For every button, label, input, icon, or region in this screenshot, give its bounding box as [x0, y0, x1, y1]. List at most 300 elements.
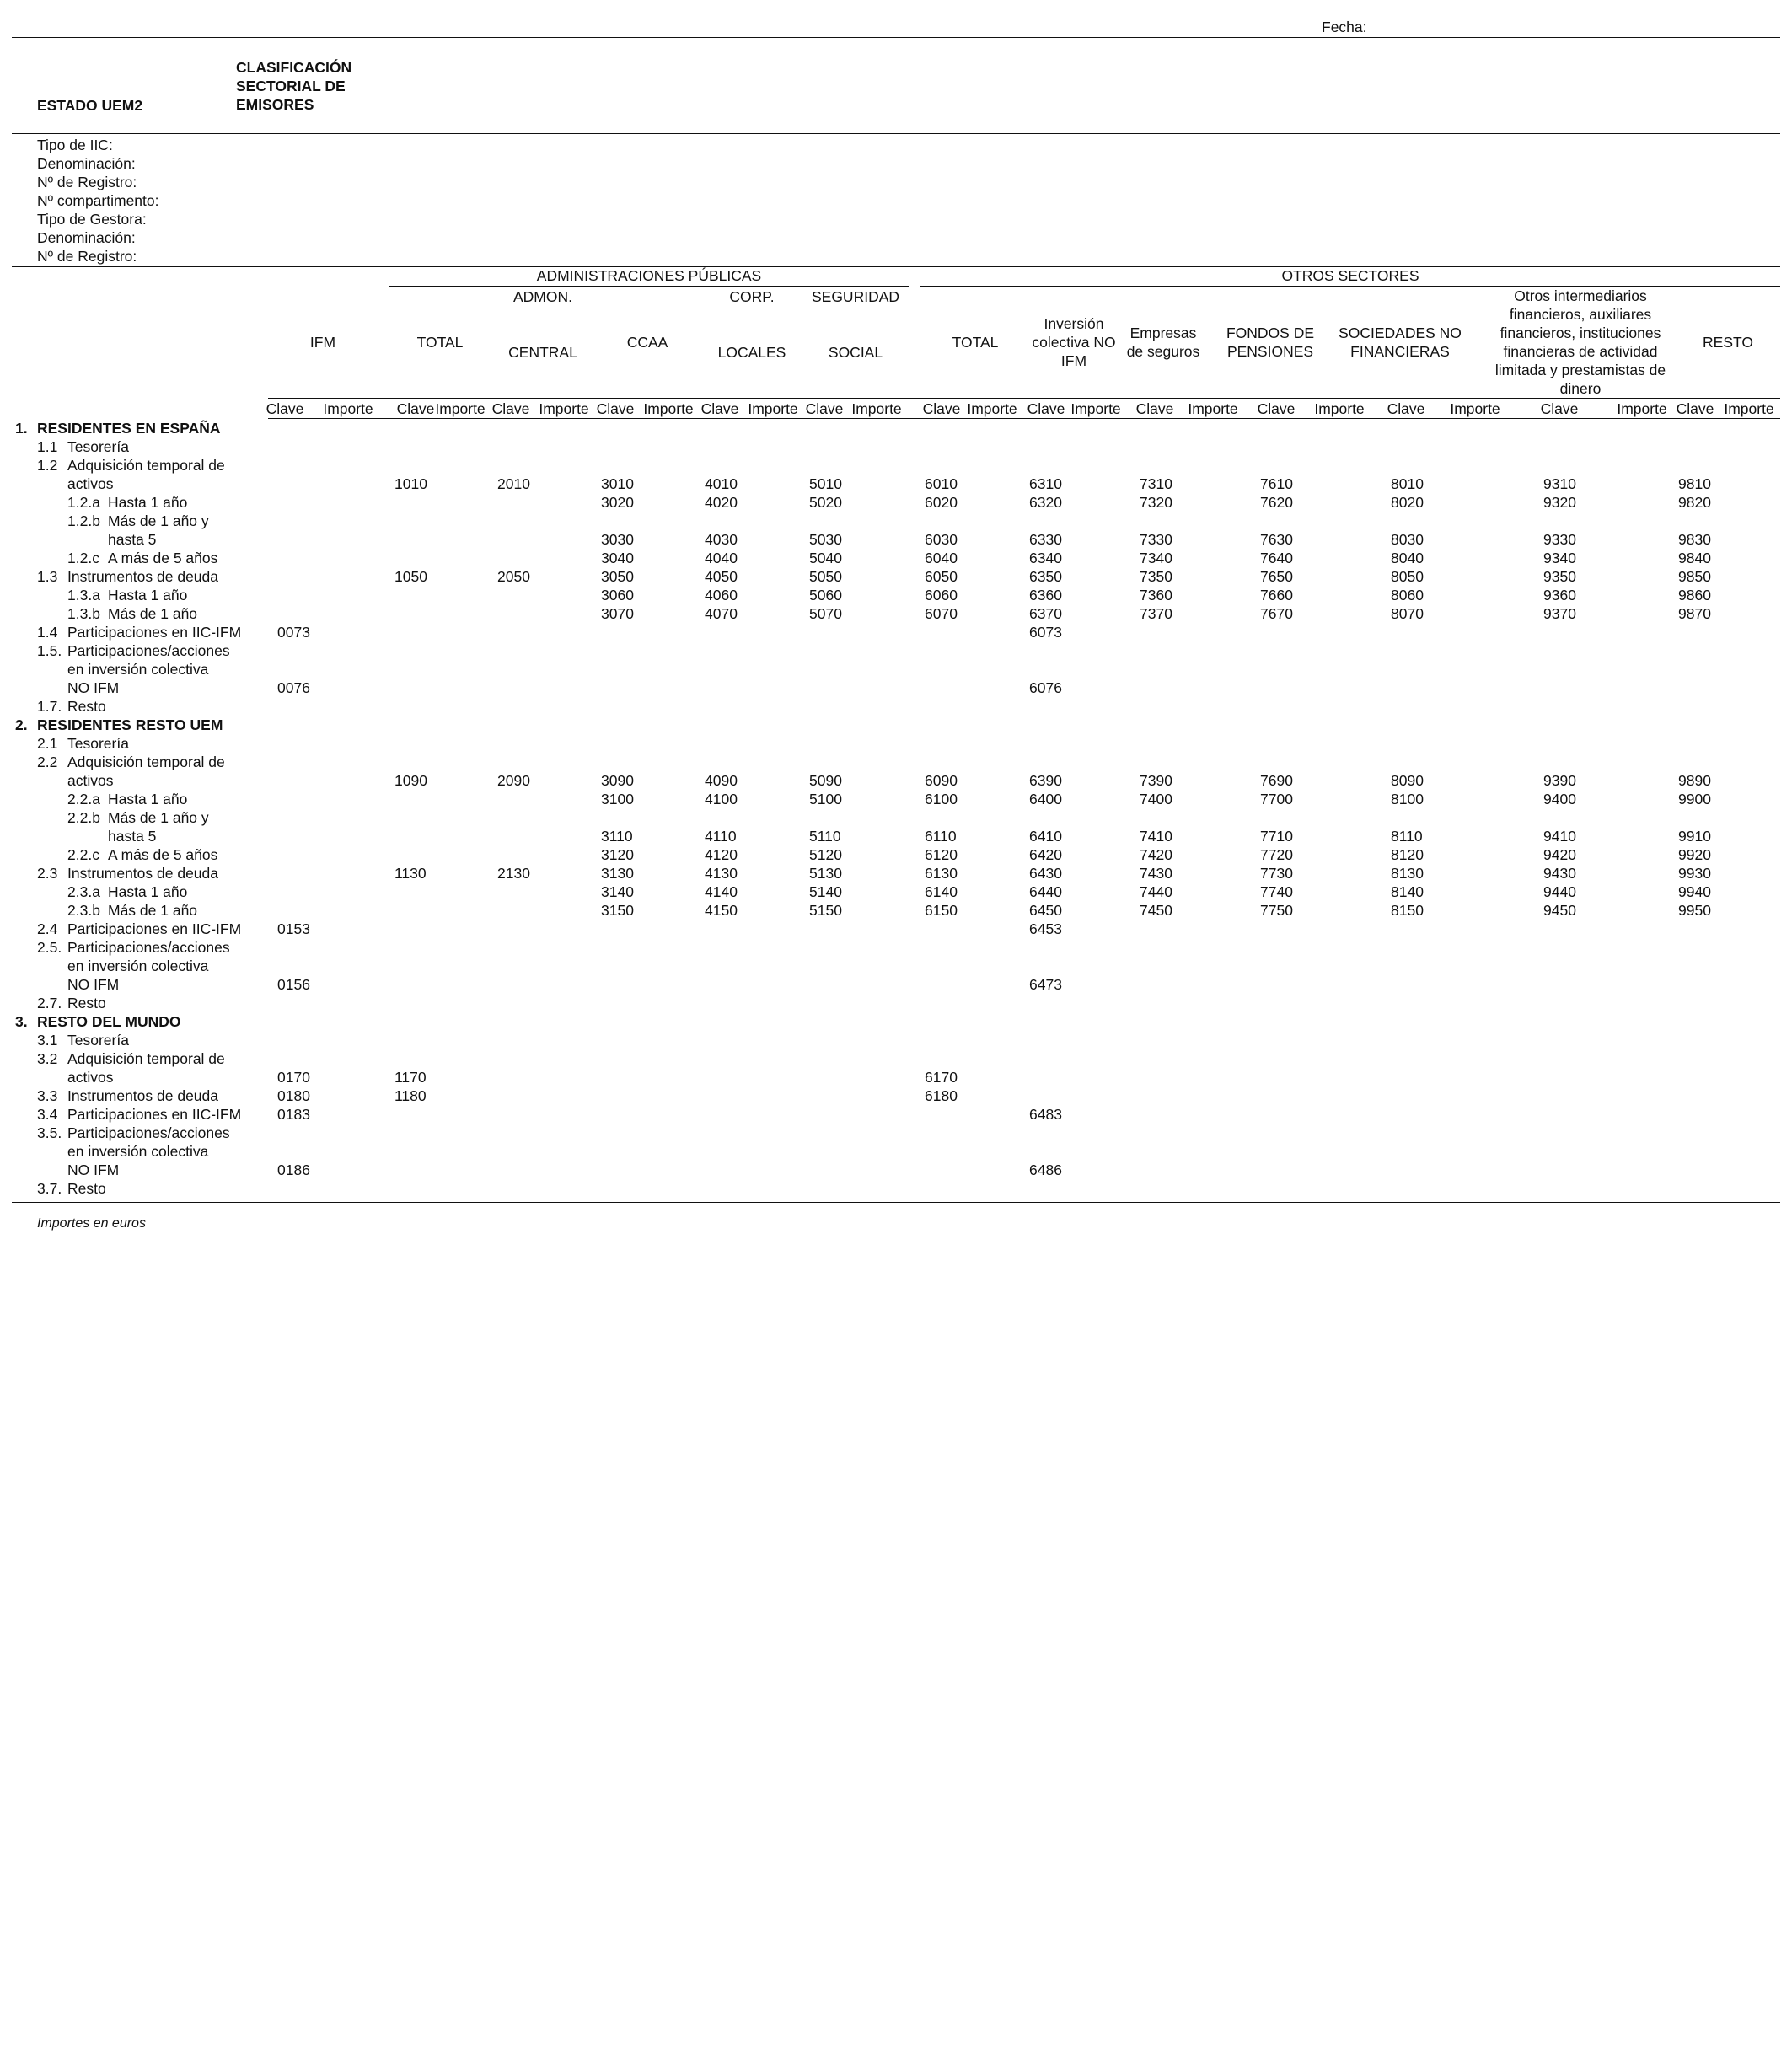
importe-subheader: Importe: [1070, 400, 1121, 417]
row-number: 2.1: [37, 735, 58, 752]
title-rule: [12, 133, 1780, 134]
clave-code: 6450: [1029, 902, 1062, 919]
clave-subheader: Clave: [1540, 400, 1579, 417]
row-label: Participaciones/acciones: [67, 1124, 230, 1141]
clave-code: 6310: [1029, 475, 1062, 492]
clave-code: 9850: [1678, 568, 1711, 585]
subheader-rule-bottom: [268, 418, 1780, 419]
clave-code: 8130: [1391, 865, 1424, 882]
clave-code: 6090: [925, 772, 958, 789]
subtitle-line-2: SECTORIAL DE: [236, 78, 346, 94]
clave-code: 7740: [1260, 883, 1293, 900]
row-number: 2.2.c: [67, 846, 99, 863]
clave-code: 7310: [1140, 475, 1172, 492]
clave-code: 9890: [1678, 772, 1711, 789]
clave-code: 0156: [277, 976, 310, 993]
clave-code: 5100: [809, 791, 842, 807]
clave-code: 7400: [1140, 791, 1172, 807]
clave-code: 6400: [1029, 791, 1062, 807]
clave-subheader: Clave: [491, 400, 530, 417]
clave-code: 4030: [705, 531, 738, 548]
clave-code: 5130: [809, 865, 842, 882]
subheader-rule-top: [268, 398, 1780, 399]
clave-code: 4100: [705, 791, 738, 807]
clave-code: 7700: [1260, 791, 1293, 807]
row-label: Resto: [67, 698, 106, 715]
clave-code: 9820: [1678, 494, 1711, 511]
row-number: 2.3: [37, 865, 58, 882]
clave-code: 6180: [925, 1087, 958, 1104]
row-label: hasta 5: [108, 828, 157, 845]
clave-code: 6340: [1029, 550, 1062, 566]
clave-code: 2130: [497, 865, 530, 882]
clave-code: 9830: [1678, 531, 1711, 548]
subtitle-line-1: CLASIFICACIÓN: [236, 59, 352, 76]
clave-code: 6120: [925, 846, 958, 863]
col-inversion-colectiva: Inversión colectiva NO IFM: [1032, 315, 1116, 369]
bottom-rule: [12, 1202, 1780, 1203]
row-label: Resto: [67, 995, 106, 1011]
col-resto: RESTO: [1703, 334, 1753, 351]
clave-code: 7320: [1140, 494, 1172, 511]
clave-code: 7610: [1260, 475, 1293, 492]
clave-code: 9900: [1678, 791, 1711, 807]
row-number: 3.5.: [37, 1124, 62, 1141]
info-field: Denominación:: [37, 155, 136, 172]
importe-subheader: Importe: [1617, 400, 1667, 417]
clave-code: 9860: [1678, 587, 1711, 604]
clave-code: 1010: [394, 475, 427, 492]
col-corp-2: LOCALES: [717, 344, 786, 361]
row-label: activos: [67, 475, 114, 492]
clave-code: 3040: [601, 550, 634, 566]
row-number: 2.3.a: [67, 883, 100, 900]
row-number: 2.5.: [37, 939, 62, 956]
clave-code: 2010: [497, 475, 530, 492]
row-label: RESIDENTES RESTO UEM: [37, 716, 223, 733]
clave-code: 6370: [1029, 605, 1062, 622]
clave-code: 6010: [925, 475, 958, 492]
row-label: Adquisición temporal de: [67, 1050, 225, 1067]
row-label: Más de 1 año: [108, 902, 198, 919]
row-number: 1.5.: [37, 642, 62, 659]
row-label: hasta 5: [108, 531, 157, 548]
row-number: 3.7.: [37, 1180, 62, 1197]
row-number: 2.3.b: [67, 902, 100, 919]
clave-code: 3070: [601, 605, 634, 622]
row-number: 1.2.c: [67, 550, 99, 566]
clave-code: 6483: [1029, 1106, 1062, 1123]
row-number: 3.1: [37, 1032, 58, 1049]
row-label: Más de 1 año y: [108, 809, 209, 826]
clave-code: 6473: [1029, 976, 1062, 993]
info-field: Nº de Registro:: [37, 248, 137, 265]
clave-code: 9340: [1543, 550, 1576, 566]
row-label: Participaciones en IIC-IFM: [67, 1106, 242, 1123]
clave-code: 6100: [925, 791, 958, 807]
info-field: Denominación:: [37, 229, 136, 246]
importe-subheader: Importe: [1450, 400, 1500, 417]
clave-code: 9940: [1678, 883, 1711, 900]
clave-subheader: Clave: [700, 400, 739, 417]
row-number: 2.2.a: [67, 791, 100, 807]
row-label: Más de 1 año: [108, 605, 198, 622]
clave-code: 7430: [1140, 865, 1172, 882]
clave-code: 8040: [1391, 550, 1424, 566]
importe-subheader: Importe: [539, 400, 589, 417]
clave-code: 6060: [925, 587, 958, 604]
clave-code: 9450: [1543, 902, 1576, 919]
clave-code: 7690: [1260, 772, 1293, 789]
clave-code: 7440: [1140, 883, 1172, 900]
clave-code: 9400: [1543, 791, 1576, 807]
clave-code: 4120: [705, 846, 738, 863]
clave-code: 7370: [1140, 605, 1172, 622]
clave-code: 6030: [925, 531, 958, 548]
clave-code: 5070: [809, 605, 842, 622]
row-number: 1.3.a: [67, 587, 100, 604]
col-total-os: TOTAL: [952, 334, 999, 351]
clave-code: 7340: [1140, 550, 1172, 566]
clave-code: 7650: [1260, 568, 1293, 585]
importe-subheader: Importe: [435, 400, 486, 417]
clave-code: 3050: [601, 568, 634, 585]
clave-code: 9420: [1543, 846, 1576, 863]
clave-code: 4090: [705, 772, 738, 789]
clave-code: 5090: [809, 772, 842, 789]
clave-code: 7670: [1260, 605, 1293, 622]
row-number: 1.3: [37, 568, 58, 585]
clave-code: 8030: [1391, 531, 1424, 548]
info-field: Tipo de IIC:: [37, 137, 113, 153]
row-label: NO IFM: [67, 679, 120, 696]
fecha-label: Fecha:: [1322, 19, 1367, 35]
clave-code: 6410: [1029, 828, 1062, 845]
group-header-administraciones: ADMINISTRACIONES PÚBLICAS: [536, 267, 762, 284]
col-total-ap: TOTAL: [416, 334, 464, 351]
clave-code: 8010: [1391, 475, 1424, 492]
clave-code: 4110: [705, 828, 737, 845]
clave-code: 7630: [1260, 531, 1293, 548]
clave-code: 4040: [705, 550, 738, 566]
clave-code: 1180: [394, 1087, 427, 1104]
row-label: NO IFM: [67, 1161, 120, 1178]
col-admon-2: CENTRAL: [508, 344, 577, 361]
row-number: 3.2: [37, 1050, 58, 1067]
clave-code: 4140: [705, 883, 738, 900]
clave-code: 3150: [601, 902, 634, 919]
clave-code: 6076: [1029, 679, 1062, 696]
col-fondos-pensiones: FONDOS DE PENSIONES: [1226, 325, 1315, 360]
row-label: Adquisición temporal de: [67, 754, 225, 770]
clave-code: 0076: [277, 679, 310, 696]
clave-code: 0073: [277, 624, 310, 641]
clave-code: 9920: [1678, 846, 1711, 863]
clave-code: 3090: [601, 772, 634, 789]
clave-code: 1090: [394, 772, 427, 789]
clave-code: 8150: [1391, 902, 1424, 919]
clave-code: 1130: [394, 865, 427, 882]
row-label: Participaciones/acciones: [67, 642, 230, 659]
clave-code: 9870: [1678, 605, 1711, 622]
row-number: 3.4: [37, 1106, 58, 1123]
clave-code: 1170: [394, 1069, 427, 1086]
row-number: 2.4: [37, 920, 58, 937]
clave-code: 5110: [809, 828, 841, 845]
col-sociedades-no-financieras: SOCIEDADES NO FINANCIERAS: [1339, 325, 1462, 360]
row-number: 1.7.: [37, 698, 62, 715]
clave-subheader: Clave: [266, 400, 304, 417]
clave-subheader: Clave: [1387, 400, 1425, 417]
clave-code: 6430: [1029, 865, 1062, 882]
clave-code: 7390: [1140, 772, 1172, 789]
clave-code: 9370: [1543, 605, 1576, 622]
clave-code: 3100: [601, 791, 634, 807]
clave-code: 0153: [277, 920, 310, 937]
clave-code: 5140: [809, 883, 842, 900]
importe-subheader: Importe: [643, 400, 694, 417]
clave-code: 4020: [705, 494, 738, 511]
clave-code: 8110: [1391, 828, 1423, 845]
row-label: RESIDENTES EN ESPAÑA: [37, 420, 221, 437]
clave-code: 6050: [925, 568, 958, 585]
clave-code: 6320: [1029, 494, 1062, 511]
clave-code: 6040: [925, 550, 958, 566]
clave-code: 6420: [1029, 846, 1062, 863]
clave-code: 7450: [1140, 902, 1172, 919]
row-label: en inversión colectiva: [67, 1143, 209, 1160]
report-title: ESTADO UEM2: [37, 97, 143, 114]
clave-code: 7710: [1260, 828, 1293, 845]
info-field: Nº de Registro:: [37, 174, 137, 190]
clave-code: 3030: [601, 531, 634, 548]
row-number: 1.4: [37, 624, 58, 641]
row-label: Tesorería: [67, 438, 129, 455]
clave-code: 4010: [705, 475, 738, 492]
clave-code: 8140: [1391, 883, 1424, 900]
clave-code: 6130: [925, 865, 958, 882]
row-label: Instrumentos de deuda: [67, 568, 219, 585]
clave-code: 7420: [1140, 846, 1172, 863]
clave-code: 6140: [925, 883, 958, 900]
clave-code: 9930: [1678, 865, 1711, 882]
clave-code: 6390: [1029, 772, 1062, 789]
clave-code: 4150: [705, 902, 738, 919]
row-number: 1.: [15, 420, 28, 437]
clave-code: 7410: [1140, 828, 1172, 845]
row-label: Hasta 1 año: [108, 587, 188, 604]
info-field: Nº compartimento:: [37, 192, 159, 209]
row-label: Adquisición temporal de: [67, 457, 225, 474]
row-label: en inversión colectiva: [67, 661, 209, 678]
clave-code: 6350: [1029, 568, 1062, 585]
row-number: 2.7.: [37, 995, 62, 1011]
row-label: en inversión colectiva: [67, 958, 209, 974]
row-label: Participaciones en IIC-IFM: [67, 624, 242, 641]
row-label: Hasta 1 año: [108, 791, 188, 807]
clave-code: 7330: [1140, 531, 1172, 548]
importe-subheader: Importe: [851, 400, 902, 417]
clave-code: 8120: [1391, 846, 1424, 863]
clave-code: 0186: [277, 1161, 310, 1178]
clave-code: 5150: [809, 902, 842, 919]
clave-subheader: Clave: [1676, 400, 1714, 417]
clave-code: 3060: [601, 587, 634, 604]
clave-code: 9910: [1678, 828, 1711, 845]
row-label: A más de 5 años: [108, 846, 218, 863]
clave-code: 7750: [1260, 902, 1293, 919]
importe-subheader: Importe: [748, 400, 798, 417]
col-seg-2: SOCIAL: [828, 344, 883, 361]
clave-code: 9350: [1543, 568, 1576, 585]
group-header-otros-sectores: OTROS SECTORES: [1281, 267, 1419, 284]
clave-code: 9810: [1678, 475, 1711, 492]
clave-code: 9320: [1543, 494, 1576, 511]
clave-code: 0183: [277, 1106, 310, 1123]
footer-note: Importes en euros: [37, 1216, 146, 1231]
subtitle-line-3: EMISORES: [236, 96, 314, 113]
clave-code: 5040: [809, 550, 842, 566]
row-number: 1.2.a: [67, 494, 100, 511]
clave-code: 8050: [1391, 568, 1424, 585]
clave-code: 7720: [1260, 846, 1293, 863]
row-number: 2.2.b: [67, 809, 100, 826]
row-number: 2.: [15, 716, 28, 733]
clave-code: 0180: [277, 1087, 310, 1104]
clave-code: 8100: [1391, 791, 1424, 807]
clave-code: 7620: [1260, 494, 1293, 511]
row-number: 1.3.b: [67, 605, 100, 622]
clave-code: 6020: [925, 494, 958, 511]
clave-code: 7360: [1140, 587, 1172, 604]
clave-code: 9390: [1543, 772, 1576, 789]
clave-code: 2090: [497, 772, 530, 789]
row-label: A más de 5 años: [108, 550, 218, 566]
clave-code: 9410: [1543, 828, 1576, 845]
clave-code: 6110: [925, 828, 957, 845]
clave-code: 4070: [705, 605, 738, 622]
clave-code: 2050: [497, 568, 530, 585]
info-field: Tipo de Gestora:: [37, 211, 147, 228]
admin-group-rule: [389, 286, 909, 287]
row-number: 2.2: [37, 754, 58, 770]
col-empresas-seguros: Empresas de seguros: [1126, 325, 1200, 360]
clave-code: 5120: [809, 846, 842, 863]
col-admon-1: ADMON.: [513, 288, 572, 305]
top-rule: [12, 37, 1780, 38]
clave-code: 5030: [809, 531, 842, 548]
clave-code: 6170: [925, 1069, 958, 1086]
row-label: Hasta 1 año: [108, 883, 188, 900]
clave-code: 6070: [925, 605, 958, 622]
clave-code: 5020: [809, 494, 842, 511]
row-label: NO IFM: [67, 976, 120, 993]
clave-code: 6360: [1029, 587, 1062, 604]
clave-subheader: Clave: [1135, 400, 1174, 417]
row-number: 3.3: [37, 1087, 58, 1104]
clave-code: 4060: [705, 587, 738, 604]
col-corp-1: CORP.: [729, 288, 775, 305]
row-label: Tesorería: [67, 1032, 129, 1049]
clave-subheader: Clave: [805, 400, 844, 417]
clave-code: 6486: [1029, 1161, 1062, 1178]
clave-code: 8020: [1391, 494, 1424, 511]
importe-subheader: Importe: [967, 400, 1017, 417]
clave-code: 9950: [1678, 902, 1711, 919]
clave-code: 7640: [1260, 550, 1293, 566]
row-label: activos: [67, 772, 114, 789]
clave-code: 5060: [809, 587, 842, 604]
clave-code: 9310: [1543, 475, 1576, 492]
row-label: Hasta 1 año: [108, 494, 188, 511]
clave-code: 9360: [1543, 587, 1576, 604]
clave-code: 6440: [1029, 883, 1062, 900]
row-label: Instrumentos de deuda: [67, 1087, 219, 1104]
row-label: activos: [67, 1069, 114, 1086]
row-label: Tesorería: [67, 735, 129, 752]
clave-code: 4130: [705, 865, 738, 882]
clave-subheader: Clave: [396, 400, 435, 417]
clave-code: 7660: [1260, 587, 1293, 604]
col-seg-1: SEGURIDAD: [811, 288, 900, 305]
row-label: Participaciones/acciones: [67, 939, 230, 956]
clave-code: 3010: [601, 475, 634, 492]
clave-code: 8070: [1391, 605, 1424, 622]
clave-code: 5010: [809, 475, 842, 492]
clave-code: 9440: [1543, 883, 1576, 900]
clave-code: 0170: [277, 1069, 310, 1086]
importe-subheader: Importe: [1188, 400, 1238, 417]
importe-subheader: Importe: [1314, 400, 1365, 417]
clave-code: 8090: [1391, 772, 1424, 789]
row-number: 1.1: [37, 438, 58, 455]
row-label: RESTO DEL MUNDO: [37, 1013, 181, 1030]
importe-subheader: Importe: [323, 400, 373, 417]
row-number: 3.: [15, 1013, 28, 1030]
clave-code: 6073: [1029, 624, 1062, 641]
clave-subheader: Clave: [1257, 400, 1296, 417]
row-label: Participaciones en IIC-IFM: [67, 920, 242, 937]
clave-code: 1050: [394, 568, 427, 585]
row-label: Más de 1 año y: [108, 512, 209, 529]
clave-code: 3140: [601, 883, 634, 900]
col-ifm: IFM: [309, 334, 336, 351]
clave-subheader: Clave: [922, 400, 961, 417]
clave-code: 6330: [1029, 531, 1062, 548]
clave-subheader: Clave: [596, 400, 635, 417]
clave-code: 3110: [601, 828, 633, 845]
clave-code: 3120: [601, 846, 634, 863]
clave-code: 7730: [1260, 865, 1293, 882]
clave-code: 9840: [1678, 550, 1711, 566]
clave-code: 5050: [809, 568, 842, 585]
row-label: Resto: [67, 1180, 106, 1197]
clave-subheader: Clave: [1027, 400, 1065, 417]
clave-code: 6150: [925, 902, 958, 919]
clave-code: 3020: [601, 494, 634, 511]
clave-code: 7350: [1140, 568, 1172, 585]
clave-code: 4050: [705, 568, 738, 585]
clave-code: 6453: [1029, 920, 1062, 937]
importe-subheader: Importe: [1724, 400, 1774, 417]
row-number: 1.2: [37, 457, 58, 474]
clave-code: 3130: [601, 865, 634, 882]
clave-code: 8060: [1391, 587, 1424, 604]
col-otros-intermediarios: Otros intermediarios financieros, auxiliares financieros, instituciones financieras de actividad limitada y prestamistas de dinero: [1494, 287, 1666, 397]
clave-code: 9430: [1543, 865, 1576, 882]
col-ccaa: CCAA: [626, 334, 668, 351]
row-label: Instrumentos de deuda: [67, 865, 219, 882]
